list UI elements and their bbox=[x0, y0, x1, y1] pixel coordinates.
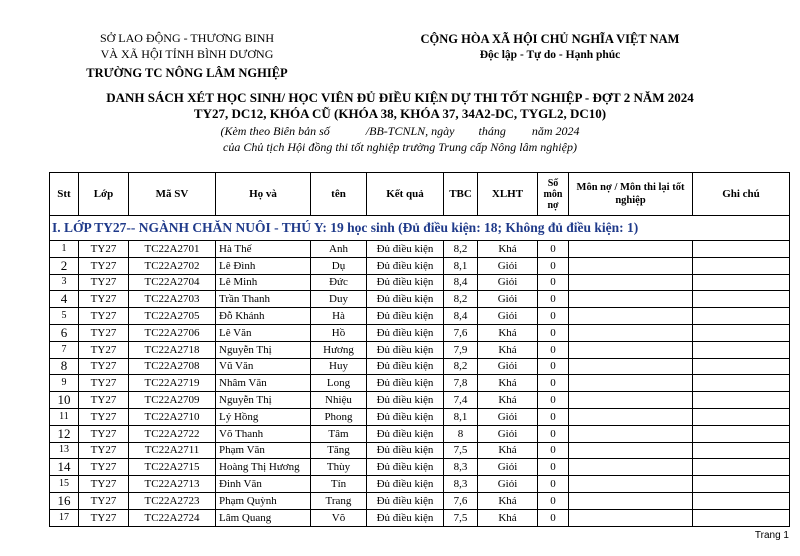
row-student-id: TC22A2713 bbox=[129, 476, 216, 493]
row-failed-subjects bbox=[569, 291, 693, 308]
row-given-name: Thùy bbox=[311, 459, 367, 476]
row-given-name: Trang bbox=[311, 492, 367, 509]
row-result: Đủ điều kiện bbox=[367, 509, 444, 526]
table-header-row bbox=[50, 173, 790, 216]
row-notes bbox=[693, 425, 790, 442]
row-class: TY27 bbox=[79, 341, 129, 358]
row-rank: Khá bbox=[478, 241, 538, 258]
table-row bbox=[50, 425, 790, 442]
row-surname: Phạm Quỳnh bbox=[216, 492, 311, 509]
row-surname: Phạm Văn bbox=[216, 442, 311, 459]
row-surname: Nguyễn Thị bbox=[216, 341, 311, 358]
row-failed-subjects bbox=[569, 509, 693, 526]
agency-line-1: SỞ LAO ĐỘNG - THƯƠNG BINH bbox=[99, 31, 275, 45]
row-given-name: Tín bbox=[311, 476, 367, 493]
nation-name: CỘNG HÒA XÃ HỘI CHỦ NGHĨA VIỆT NAM bbox=[420, 32, 680, 46]
row-class: TY27 bbox=[79, 509, 129, 526]
row-result: Đủ điều kiện bbox=[367, 291, 444, 308]
row-notes bbox=[693, 408, 790, 425]
row-given-name: Tâm bbox=[311, 425, 367, 442]
row-notes bbox=[693, 341, 790, 358]
table-row bbox=[50, 324, 790, 341]
row-notes bbox=[693, 492, 790, 509]
attachment-note-part-3: tháng bbox=[478, 124, 506, 138]
row-student-id: TC22A2710 bbox=[129, 408, 216, 425]
row-failed-count: 0 bbox=[538, 442, 569, 459]
row-failed-count: 0 bbox=[538, 509, 569, 526]
row-surname: Hoàng Thị Hương bbox=[216, 459, 311, 476]
row-notes bbox=[693, 509, 790, 526]
row-result: Đủ điều kiện bbox=[367, 358, 444, 375]
row-surname: Đỗ Khánh bbox=[216, 308, 311, 325]
row-class: TY27 bbox=[79, 308, 129, 325]
table-row bbox=[50, 442, 790, 459]
row-failed-count: 0 bbox=[538, 341, 569, 358]
col-header-notes: Ghi chú bbox=[693, 173, 790, 216]
row-surname: Lý Hồng bbox=[216, 408, 311, 425]
row-gpa: 8,1 bbox=[444, 408, 478, 425]
row-surname: Đinh Văn bbox=[216, 476, 311, 493]
row-gpa: 7,6 bbox=[444, 324, 478, 341]
col-header-failed-subjects: Môn nợ / Môn thi lại tốt nghiệp bbox=[569, 173, 693, 216]
row-rank: Giỏi bbox=[478, 291, 538, 308]
table-row bbox=[50, 392, 790, 409]
row-failed-subjects bbox=[569, 308, 693, 325]
row-notes bbox=[693, 324, 790, 341]
row-rank: Giỏi bbox=[478, 476, 538, 493]
row-stt: 10 bbox=[50, 392, 79, 409]
row-class: TY27 bbox=[79, 408, 129, 425]
row-given-name: Hương bbox=[311, 341, 367, 358]
row-failed-count: 0 bbox=[538, 392, 569, 409]
attachment-note-part-1: (Kèm theo Biên bản số bbox=[220, 124, 330, 138]
row-student-id: TC22A2701 bbox=[129, 241, 216, 258]
row-failed-subjects bbox=[569, 257, 693, 274]
table-row bbox=[50, 308, 790, 325]
row-result: Đủ điều kiện bbox=[367, 492, 444, 509]
row-student-id: TC22A2706 bbox=[129, 324, 216, 341]
row-class: TY27 bbox=[79, 459, 129, 476]
row-notes bbox=[693, 375, 790, 392]
row-failed-count: 0 bbox=[538, 291, 569, 308]
row-failed-count: 0 bbox=[538, 308, 569, 325]
row-stt: 12 bbox=[50, 425, 79, 442]
row-stt: 4 bbox=[50, 291, 79, 308]
row-gpa: 7,5 bbox=[444, 442, 478, 459]
row-stt: 9 bbox=[50, 375, 79, 392]
row-failed-count: 0 bbox=[538, 408, 569, 425]
row-notes bbox=[693, 392, 790, 409]
table-row bbox=[50, 509, 790, 526]
row-failed-subjects bbox=[569, 476, 693, 493]
row-rank: Giỏi bbox=[478, 459, 538, 476]
row-rank: Khá bbox=[478, 509, 538, 526]
row-notes bbox=[693, 291, 790, 308]
row-gpa: 7,6 bbox=[444, 492, 478, 509]
row-failed-subjects bbox=[569, 425, 693, 442]
table-row bbox=[50, 408, 790, 425]
row-result: Đủ điều kiện bbox=[367, 392, 444, 409]
row-failed-subjects bbox=[569, 392, 693, 409]
table-row bbox=[50, 375, 790, 392]
section-title: I. LỚP TY27-- NGÀNH CHĂN NUÔI - THÚ Y: 19 học sinh (Đủ điều kiện: 18; Không đủ điều kiện: 1) bbox=[50, 216, 790, 241]
col-header-class: Lớp bbox=[79, 173, 129, 216]
row-student-id: TC22A2723 bbox=[129, 492, 216, 509]
row-class: TY27 bbox=[79, 476, 129, 493]
row-surname: Lê Văn bbox=[216, 324, 311, 341]
row-gpa: 8,4 bbox=[444, 274, 478, 291]
row-surname: Lâm Quang bbox=[216, 509, 311, 526]
row-rank: Giỏi bbox=[478, 358, 538, 375]
row-failed-subjects bbox=[569, 341, 693, 358]
row-stt: 14 bbox=[50, 459, 79, 476]
row-failed-count: 0 bbox=[538, 492, 569, 509]
row-notes bbox=[693, 442, 790, 459]
row-gpa: 8,2 bbox=[444, 241, 478, 258]
row-failed-subjects bbox=[569, 241, 693, 258]
row-result: Đủ điều kiện bbox=[367, 408, 444, 425]
row-failed-count: 0 bbox=[538, 375, 569, 392]
row-failed-count: 0 bbox=[538, 324, 569, 341]
row-failed-subjects bbox=[569, 358, 693, 375]
agency-header bbox=[72, 30, 302, 81]
row-rank: Giỏi bbox=[478, 408, 538, 425]
row-given-name: Đức bbox=[311, 274, 367, 291]
attachment-note-part-2: /BB-TCNLN, ngày bbox=[365, 124, 455, 138]
row-stt: 8 bbox=[50, 358, 79, 375]
row-result: Đủ điều kiện bbox=[367, 274, 444, 291]
row-failed-subjects bbox=[569, 492, 693, 509]
council-note: của Chủ tịch Hội đồng thi tốt nghiệp trường Trung cấp Nông lâm nghiệp) bbox=[223, 140, 577, 154]
col-header-result: Kết quả bbox=[367, 173, 444, 216]
row-notes bbox=[693, 274, 790, 291]
row-failed-count: 0 bbox=[538, 425, 569, 442]
table-row bbox=[50, 291, 790, 308]
row-student-id: TC22A2703 bbox=[129, 291, 216, 308]
row-rank: Khá bbox=[478, 392, 538, 409]
row-result: Đủ điều kiện bbox=[367, 425, 444, 442]
row-stt: 5 bbox=[50, 308, 79, 325]
row-failed-subjects bbox=[569, 274, 693, 291]
row-notes bbox=[693, 257, 790, 274]
document-subtitle: TY27, DC12, KHÓA CŨ (KHÓA 38, KHÓA 37, 34A2-DC, TYGL2, DC10) bbox=[193, 106, 607, 121]
row-given-name: Tăng bbox=[311, 442, 367, 459]
row-surname: Vũ Văn bbox=[216, 358, 311, 375]
col-header-stt: Stt bbox=[50, 173, 79, 216]
row-class: TY27 bbox=[79, 375, 129, 392]
row-gpa: 8,4 bbox=[444, 308, 478, 325]
table-row bbox=[50, 274, 790, 291]
row-student-id: TC22A2704 bbox=[129, 274, 216, 291]
row-student-id: TC22A2719 bbox=[129, 375, 216, 392]
row-stt: 16 bbox=[50, 492, 79, 509]
row-gpa: 7,4 bbox=[444, 392, 478, 409]
row-surname: Võ Thanh bbox=[216, 425, 311, 442]
nation-motto: Độc lập - Tự do - Hạnh phúc bbox=[479, 49, 621, 61]
row-failed-subjects bbox=[569, 375, 693, 392]
row-result: Đủ điều kiện bbox=[367, 459, 444, 476]
row-failed-count: 0 bbox=[538, 459, 569, 476]
row-stt: 15 bbox=[50, 476, 79, 493]
row-gpa: 8,1 bbox=[444, 257, 478, 274]
document-title: DANH SÁCH XÉT HỌC SINH/ HỌC VIÊN ĐỦ ĐIỀU KIỆN DỰ THI TỐT NGHIỆP - ĐỢT 2 NĂM 2024 bbox=[106, 90, 694, 105]
national-header bbox=[405, 31, 695, 63]
row-student-id: TC22A2702 bbox=[129, 257, 216, 274]
row-class: TY27 bbox=[79, 425, 129, 442]
row-gpa: 8,3 bbox=[444, 476, 478, 493]
row-surname: Lê Minh bbox=[216, 274, 311, 291]
row-notes bbox=[693, 308, 790, 325]
row-result: Đủ điều kiện bbox=[367, 241, 444, 258]
row-student-id: TC22A2724 bbox=[129, 509, 216, 526]
row-gpa: 7,5 bbox=[444, 509, 478, 526]
col-header-given-name: tên bbox=[311, 173, 367, 216]
attachment-note bbox=[0, 124, 800, 139]
row-student-id: TC22A2705 bbox=[129, 308, 216, 325]
row-surname: Lê Đình bbox=[216, 257, 311, 274]
row-student-id: TC22A2708 bbox=[129, 358, 216, 375]
row-failed-subjects bbox=[569, 459, 693, 476]
row-failed-count: 0 bbox=[538, 274, 569, 291]
row-rank: Giỏi bbox=[478, 308, 538, 325]
row-surname: Nhâm Văn bbox=[216, 375, 311, 392]
table-row bbox=[50, 257, 790, 274]
row-notes bbox=[693, 358, 790, 375]
row-given-name: Anh bbox=[311, 241, 367, 258]
row-given-name: Dụ bbox=[311, 257, 367, 274]
row-surname: Hà Thế bbox=[216, 241, 311, 258]
row-student-id: TC22A2715 bbox=[129, 459, 216, 476]
row-stt: 6 bbox=[50, 324, 79, 341]
row-notes bbox=[693, 459, 790, 476]
row-rank: Giỏi bbox=[478, 425, 538, 442]
row-rank: Giỏi bbox=[478, 274, 538, 291]
row-given-name: Duy bbox=[311, 291, 367, 308]
row-class: TY27 bbox=[79, 274, 129, 291]
row-given-name: Hồ bbox=[311, 324, 367, 341]
row-rank: Khá bbox=[478, 375, 538, 392]
row-given-name: Hà bbox=[311, 308, 367, 325]
row-result: Đủ điều kiện bbox=[367, 257, 444, 274]
section-row bbox=[50, 216, 790, 241]
row-given-name: Phong bbox=[311, 408, 367, 425]
row-student-id: TC22A2718 bbox=[129, 341, 216, 358]
row-rank: Khá bbox=[478, 341, 538, 358]
row-failed-count: 0 bbox=[538, 241, 569, 258]
row-failed-subjects bbox=[569, 408, 693, 425]
row-failed-count: 0 bbox=[538, 257, 569, 274]
col-header-rank: XLHT bbox=[478, 173, 538, 216]
row-class: TY27 bbox=[79, 392, 129, 409]
row-given-name: Nhiệu bbox=[311, 392, 367, 409]
row-class: TY27 bbox=[79, 241, 129, 258]
row-class: TY27 bbox=[79, 492, 129, 509]
row-stt: 13 bbox=[50, 442, 79, 459]
row-class: TY27 bbox=[79, 358, 129, 375]
row-class: TY27 bbox=[79, 291, 129, 308]
row-failed-count: 0 bbox=[538, 476, 569, 493]
row-gpa: 7,8 bbox=[444, 375, 478, 392]
row-result: Đủ điều kiện bbox=[367, 324, 444, 341]
col-header-student-id: Mã SV bbox=[129, 173, 216, 216]
col-header-surname: Họ và bbox=[216, 173, 311, 216]
row-stt: 3 bbox=[50, 274, 79, 291]
row-gpa: 8,2 bbox=[444, 358, 478, 375]
row-failed-count: 0 bbox=[538, 358, 569, 375]
row-result: Đủ điều kiện bbox=[367, 341, 444, 358]
row-gpa: 8,2 bbox=[444, 291, 478, 308]
col-header-failed-count: Số môn nợ bbox=[538, 173, 569, 216]
row-surname: Nguyễn Thị bbox=[216, 392, 311, 409]
row-given-name: Huy bbox=[311, 358, 367, 375]
row-stt: 1 bbox=[50, 241, 79, 258]
row-result: Đủ điều kiện bbox=[367, 476, 444, 493]
row-student-id: TC22A2709 bbox=[129, 392, 216, 409]
row-result: Đủ điều kiện bbox=[367, 308, 444, 325]
row-student-id: TC22A2722 bbox=[129, 425, 216, 442]
agency-line-2: VÀ XÃ HỘI TỈNH BÌNH DƯƠNG bbox=[100, 47, 274, 61]
attachment-note-part-4: năm 2024 bbox=[531, 124, 580, 138]
table-row bbox=[50, 476, 790, 493]
row-gpa: 8 bbox=[444, 425, 478, 442]
row-result: Đủ điều kiện bbox=[367, 375, 444, 392]
table-row bbox=[50, 459, 790, 476]
row-class: TY27 bbox=[79, 257, 129, 274]
row-notes bbox=[693, 241, 790, 258]
row-rank: Khá bbox=[478, 492, 538, 509]
row-gpa: 7,9 bbox=[444, 341, 478, 358]
row-stt: 17 bbox=[50, 509, 79, 526]
row-class: TY27 bbox=[79, 442, 129, 459]
row-failed-subjects bbox=[569, 442, 693, 459]
row-notes bbox=[693, 476, 790, 493]
row-gpa: 8,3 bbox=[444, 459, 478, 476]
school-name: TRƯỜNG TC NÔNG LÂM NGHIỆP bbox=[86, 66, 288, 80]
row-surname: Trần Thanh bbox=[216, 291, 311, 308]
row-rank: Khá bbox=[478, 324, 538, 341]
row-stt: 7 bbox=[50, 341, 79, 358]
row-rank: Khá bbox=[478, 442, 538, 459]
row-stt: 2 bbox=[50, 257, 79, 274]
row-student-id: TC22A2711 bbox=[129, 442, 216, 459]
row-rank: Giỏi bbox=[478, 257, 538, 274]
table-row bbox=[50, 341, 790, 358]
table-row bbox=[50, 492, 790, 509]
row-given-name: Võ bbox=[311, 509, 367, 526]
page-number: Trang 1 bbox=[754, 530, 789, 541]
row-failed-subjects bbox=[569, 324, 693, 341]
student-table bbox=[49, 172, 790, 527]
row-result: Đủ điều kiện bbox=[367, 442, 444, 459]
col-header-gpa: TBC bbox=[444, 173, 478, 216]
row-stt: 11 bbox=[50, 408, 79, 425]
table-row bbox=[50, 241, 790, 258]
row-given-name: Long bbox=[311, 375, 367, 392]
row-class: TY27 bbox=[79, 324, 129, 341]
table-row bbox=[50, 358, 790, 375]
